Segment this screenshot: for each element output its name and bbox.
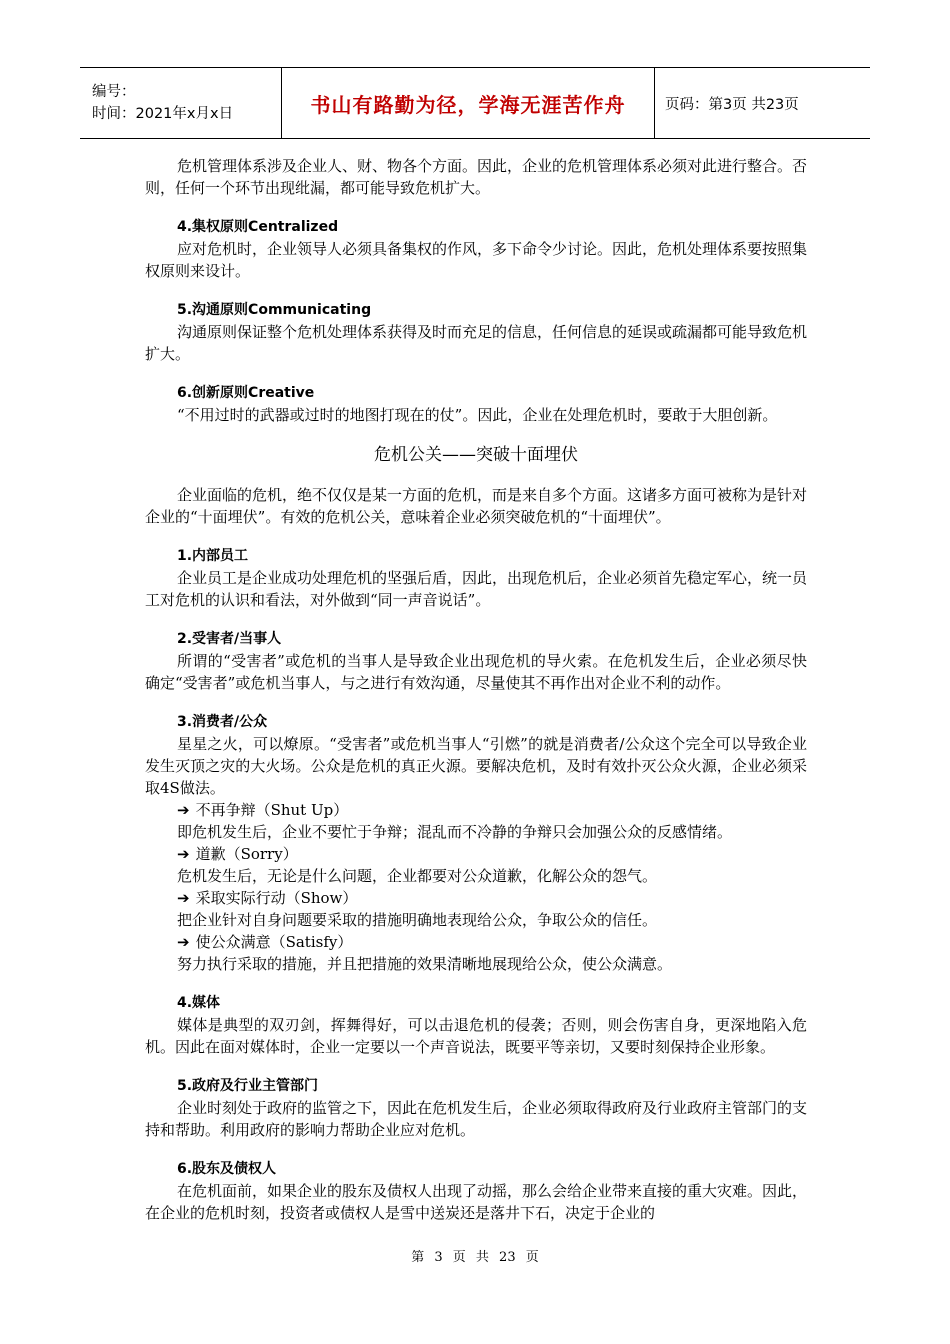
section-title: 危机公关——突破十面埋伏 [374,445,578,465]
page-footer: 第 3 页 共 23 页 [411,1250,539,1265]
bullet-text: 采取实际行动（Show） [195,889,358,907]
bullet-text: 使公众满意（Satisfy） [195,933,353,951]
arrow-right-icon: ➔ [177,845,190,863]
section-heading: 6.股东及债权人 [177,1161,277,1177]
paragraph: 企业员工是企业成功处理危机的坚强后盾，因此，出现危机后，企业必须首先稳定军心，统一员工对危机的认识和看法，对外做到“同一声音说话”。 [145,569,808,609]
header-page-number: 页码：第3页 共23页 [665,96,799,113]
bullet-item [145,887,807,909]
paragraph: 危机管理体系涉及企业人、财、物各个方面。因此，企业的危机管理体系必须对此进行整合。否则，任何一个环节出现纰漏，都可能导致危机扩大。 [145,157,808,197]
section-heading: 1.内部员工 [177,548,249,564]
paragraph: 在危机面前，如果企业的股东及债权人出现了动摇，那么会给企业带来直接的重大灾难。因此，在企业的危机时刻，投资者或债权人是雪中送炭还是落井下石，决定于企业的 [145,1182,808,1222]
paragraph: 所谓的“受害者”或危机的当事人是导致企业出现危机的导火索。在危机发生后，企业必须尽快确定“受害者”或危机当事人，与之进行有效沟通，尽量使其不再作出对企业不利的动作。 [145,652,807,692]
bullet-description: 努力执行采取的措施，并且把措施的效果清晰地展现给公众，使公众满意。 [177,955,673,973]
document-body [145,155,807,1224]
paragraph: 企业面临的危机，绝不仅仅是某一方面的危机，而是来自多个方面。这诸多方面可被称为是针对企业的“十面埋伏”。有效的危机公关，意味着企业必须突破危机的“十面埋伏”。 [145,486,808,526]
paragraph: 沟通原则保证整个危机处理体系获得及时而充足的信息，任何信息的延误或疏漏都可能导致危机扩大。 [145,323,808,363]
arrow-right-icon: ➔ [177,801,190,819]
section-heading: 4.媒体 [177,995,221,1011]
paragraph: “不用过时的武器或过时的地图打现在的仗”。因此，企业在处理危机时，要敢于大胆创新。 [177,406,778,424]
bullet-text: 不再争辩（Shut Up） [195,801,349,819]
document-date-label: 时间：2021年x月x日 [92,106,234,122]
header-motto-cell [282,68,655,138]
paragraph: 星星之火，可以燎原。“受害者”或危机当事人“引燃”的就是消费者/公众这个完全可以导致企业发生灭顶之灾的大火场。公众是危机的真正火源。要解决危机，及时有效扑灭公众火源，企业必须采取4S做法。 [145,735,807,797]
document-code-label: 编号： [92,84,136,100]
section-heading: 4.集权原则Centralized [177,219,339,235]
section-heading: 5.政府及行业主管部门 [177,1078,319,1094]
section-heading: 6.创新原则Creative [177,385,315,401]
bullet-description: 即危机发生后，企业不要忙于争辩；混乱而不冷静的争辩只会加强公众的反感情绪。 [177,823,733,841]
bullet-item [145,799,807,821]
arrow-right-icon: ➔ [177,933,190,951]
section-heading: 2.受害者/当事人 [177,631,282,647]
paragraph: 应对危机时，企业领导人必须具备集权的作风，多下命令少讨论。因此，危机处理体系要按照集权原则来设计。 [145,240,808,280]
bullet-item [145,843,807,865]
page-header [80,67,870,139]
header-motto: 书山有路勤为径，学海无涯苦作舟 [310,92,626,117]
bullet-item [145,931,807,953]
bullet-description: 危机发生后，无论是什么问题，企业都要对公众道歉，化解公众的怨气。 [177,867,658,885]
section-heading: 5.沟通原则Communicating [177,302,372,318]
section-heading: 3.消费者/公众 [177,714,268,730]
arrow-right-icon: ➔ [177,889,190,907]
paragraph: 媒体是典型的双刃剑，挥舞得好，可以击退危机的侵袭；否则，则会伤害自身，更深地陷入危机。因此在面对媒体时，企业一定要以一个声音说法，既要平等亲切，又要时刻保持企业形象。 [145,1016,807,1056]
bullet-description: 把企业针对自身问题要采取的措施明确地表现给公众，争取公众的信任。 [177,911,658,929]
bullet-text: 道歉（Sorry） [195,845,298,863]
header-meta [80,68,282,138]
paragraph: 企业时刻处于政府的监管之下，因此在危机发生后，企业必须取得政府及行业政府主管部门的支持和帮助。利用政府的影响力帮助企业应对危机。 [145,1099,808,1139]
header-page-cell [655,68,870,138]
